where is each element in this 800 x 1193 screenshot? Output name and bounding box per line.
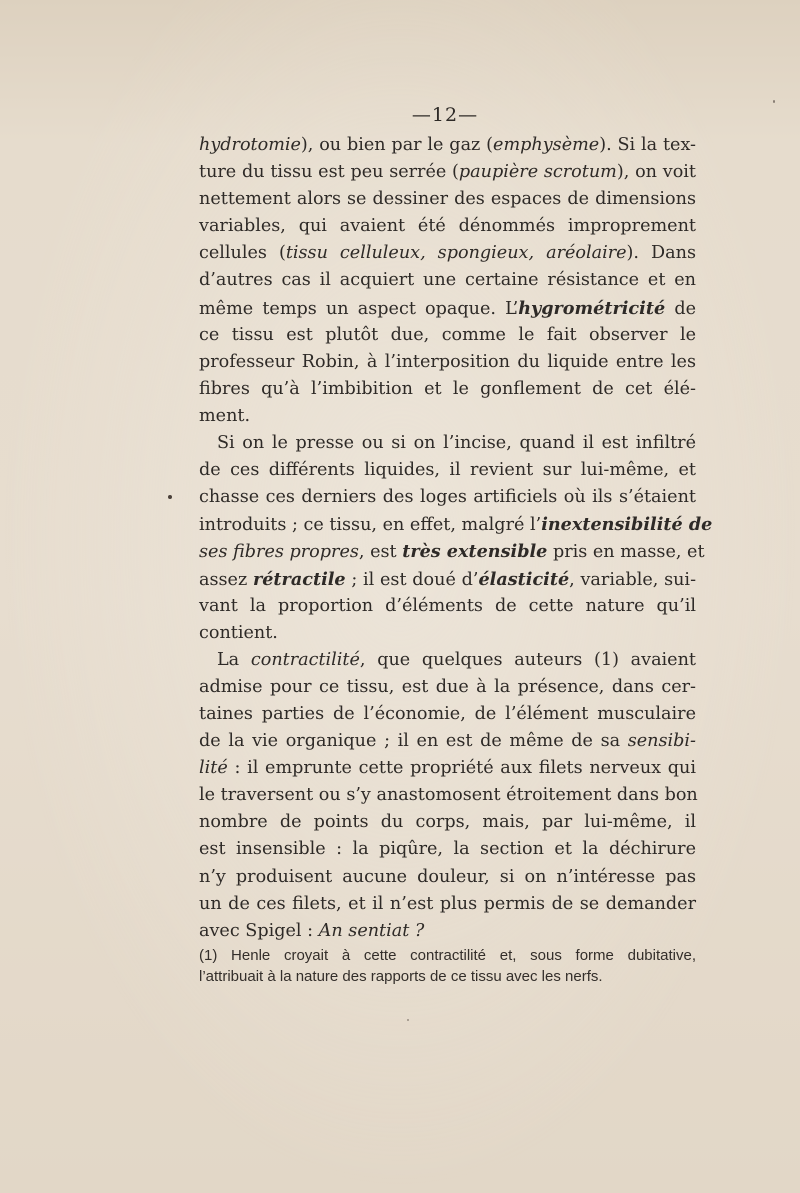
text-line bbox=[199, 322, 696, 349]
italic-span: hydrotomie bbox=[199, 135, 301, 155]
text-span: , variable, sui- bbox=[569, 569, 697, 590]
text-line bbox=[199, 864, 696, 891]
text-span: variables, qui avaient été dénommés improprement bbox=[199, 216, 696, 237]
italic-span: emphysème bbox=[493, 135, 600, 155]
italic-span: contractilité bbox=[250, 649, 360, 670]
text-line bbox=[199, 782, 696, 809]
text-span: avec Spigel : bbox=[199, 920, 319, 941]
body-text bbox=[199, 132, 713, 945]
bold-italic-span: élasticité bbox=[478, 568, 570, 590]
text-line bbox=[199, 159, 696, 186]
text-span: professeur Robin, à l’interposition du liquide entre les bbox=[199, 351, 696, 372]
text-span: est insensible : la piqûre, la section et la déchirure bbox=[199, 839, 696, 860]
text-span: introduits ; ce tissu, en effet, malgré l’ bbox=[199, 515, 542, 536]
text-span: un de ces filets, et il n’est plus permis de se demander bbox=[199, 893, 696, 914]
text-line bbox=[199, 213, 696, 240]
text-line bbox=[199, 891, 696, 918]
text-span: ture du tissu est peu serrée ( bbox=[199, 162, 459, 183]
text-line bbox=[199, 484, 696, 511]
text-span: fibres qu’à l’imbibition et le gonflement de cet élé- bbox=[199, 378, 696, 399]
text-span: contient. bbox=[199, 622, 278, 643]
italic-span: ses fibres propres bbox=[199, 542, 359, 563]
text-line bbox=[199, 674, 696, 701]
ink-speck bbox=[773, 100, 775, 103]
text-line bbox=[199, 457, 696, 484]
text-span: pris en masse, et bbox=[547, 542, 705, 563]
text-span: ment. bbox=[199, 405, 251, 426]
text-span: ), on voit bbox=[616, 162, 696, 183]
text-span: ). Dans bbox=[626, 243, 696, 264]
text-span: Si on le presse ou si on l’incise, quand il est infiltré bbox=[217, 433, 696, 454]
text-span: d’autres cas il acquiert une certaine résistance et en bbox=[199, 270, 696, 291]
text-span: nettement alors se dessiner des espaces de dimensions bbox=[199, 189, 696, 210]
italic-span: sensibi- bbox=[627, 731, 696, 752]
bold-italic-span: hygrométricité bbox=[518, 297, 666, 319]
text-span: , est bbox=[358, 542, 403, 563]
paragraph bbox=[199, 132, 696, 430]
text-span: de la vie organique ; il en est de même de sa bbox=[199, 731, 628, 752]
text-line bbox=[199, 593, 696, 620]
text-span: admise pour ce tissu, est due à la présence, dans cer- bbox=[199, 676, 696, 697]
text-line bbox=[199, 701, 696, 728]
text-line bbox=[199, 728, 696, 755]
text-line bbox=[199, 566, 696, 593]
text-span: ). Si la tex- bbox=[599, 135, 696, 155]
italic-span: paupière scrotum bbox=[458, 162, 617, 183]
text-line bbox=[199, 538, 705, 565]
italic-span: lité bbox=[199, 758, 228, 779]
text-line bbox=[199, 349, 696, 376]
text-line bbox=[199, 240, 696, 267]
footnote-line-2: l’attribuait à la nature des rapports de ce tissu avec les nerfs. bbox=[199, 968, 603, 985]
text-line bbox=[199, 267, 696, 294]
text-span: , que quelques auteurs (1) avaient bbox=[359, 649, 696, 670]
text-span: vant la proportion d’éléments de cette nature qu’il bbox=[199, 595, 696, 616]
text-line bbox=[199, 376, 696, 403]
text-line bbox=[199, 836, 696, 863]
bold-italic-span: très extensible bbox=[402, 541, 548, 563]
text-span: taines parties de l’économie, de l’élément musculaire bbox=[199, 703, 696, 724]
text-line bbox=[199, 918, 696, 945]
ink-speck bbox=[407, 1019, 409, 1021]
text-span: même temps un aspect opaque. L’ bbox=[199, 298, 519, 319]
text-line bbox=[199, 620, 696, 647]
page-number: —12— bbox=[411, 104, 479, 126]
footnote-line-1: (1) Henle croyait à cette contractilité et, sous forme dubitative, bbox=[199, 947, 696, 964]
italic-span: An sentiat ? bbox=[318, 920, 425, 941]
text-span: ; il est doué d’ bbox=[345, 569, 479, 590]
text-span: le traversent ou s’y anastomosent étroitement dans bon bbox=[199, 785, 698, 806]
text-line bbox=[199, 132, 696, 159]
text-span: : il emprunte cette propriété aux filets nerveux qui bbox=[227, 758, 696, 779]
paragraph bbox=[199, 647, 696, 945]
text-line bbox=[199, 403, 696, 430]
text-line bbox=[199, 186, 696, 213]
ink-speck bbox=[168, 495, 172, 499]
text-line bbox=[199, 809, 696, 836]
text-line bbox=[199, 511, 713, 538]
text-span: La bbox=[217, 649, 251, 670]
text-line bbox=[199, 295, 696, 322]
text-span: nombre de points du corps, mais, par lui-même, il bbox=[199, 812, 696, 833]
text-span: ce tissu est plutôt due, comme le fait observer le bbox=[199, 324, 696, 345]
text-line bbox=[199, 647, 696, 674]
text-span: n’y produisent aucune douleur, si on n’intéresse pas bbox=[199, 866, 696, 887]
text-span: chasse ces derniers des loges artificiels où ils s’étaient bbox=[199, 487, 696, 508]
footnote bbox=[199, 945, 696, 987]
text-span: de bbox=[665, 298, 696, 319]
italic-span: tissu celluleux, spongieux, aréolaire bbox=[285, 243, 627, 264]
bold-italic-span: rétractile bbox=[252, 568, 346, 590]
text-span: cellules ( bbox=[199, 243, 286, 264]
text-line bbox=[199, 430, 696, 457]
text-span: ), ou bien par le gaz ( bbox=[300, 135, 494, 155]
text-span: de ces différents liquides, il revient sur lui-même, et bbox=[199, 460, 696, 481]
paragraph bbox=[199, 430, 713, 647]
bold-italic-span: inextensibilité de bbox=[541, 514, 713, 536]
text-span: assez bbox=[199, 569, 253, 590]
text-line bbox=[199, 755, 696, 782]
